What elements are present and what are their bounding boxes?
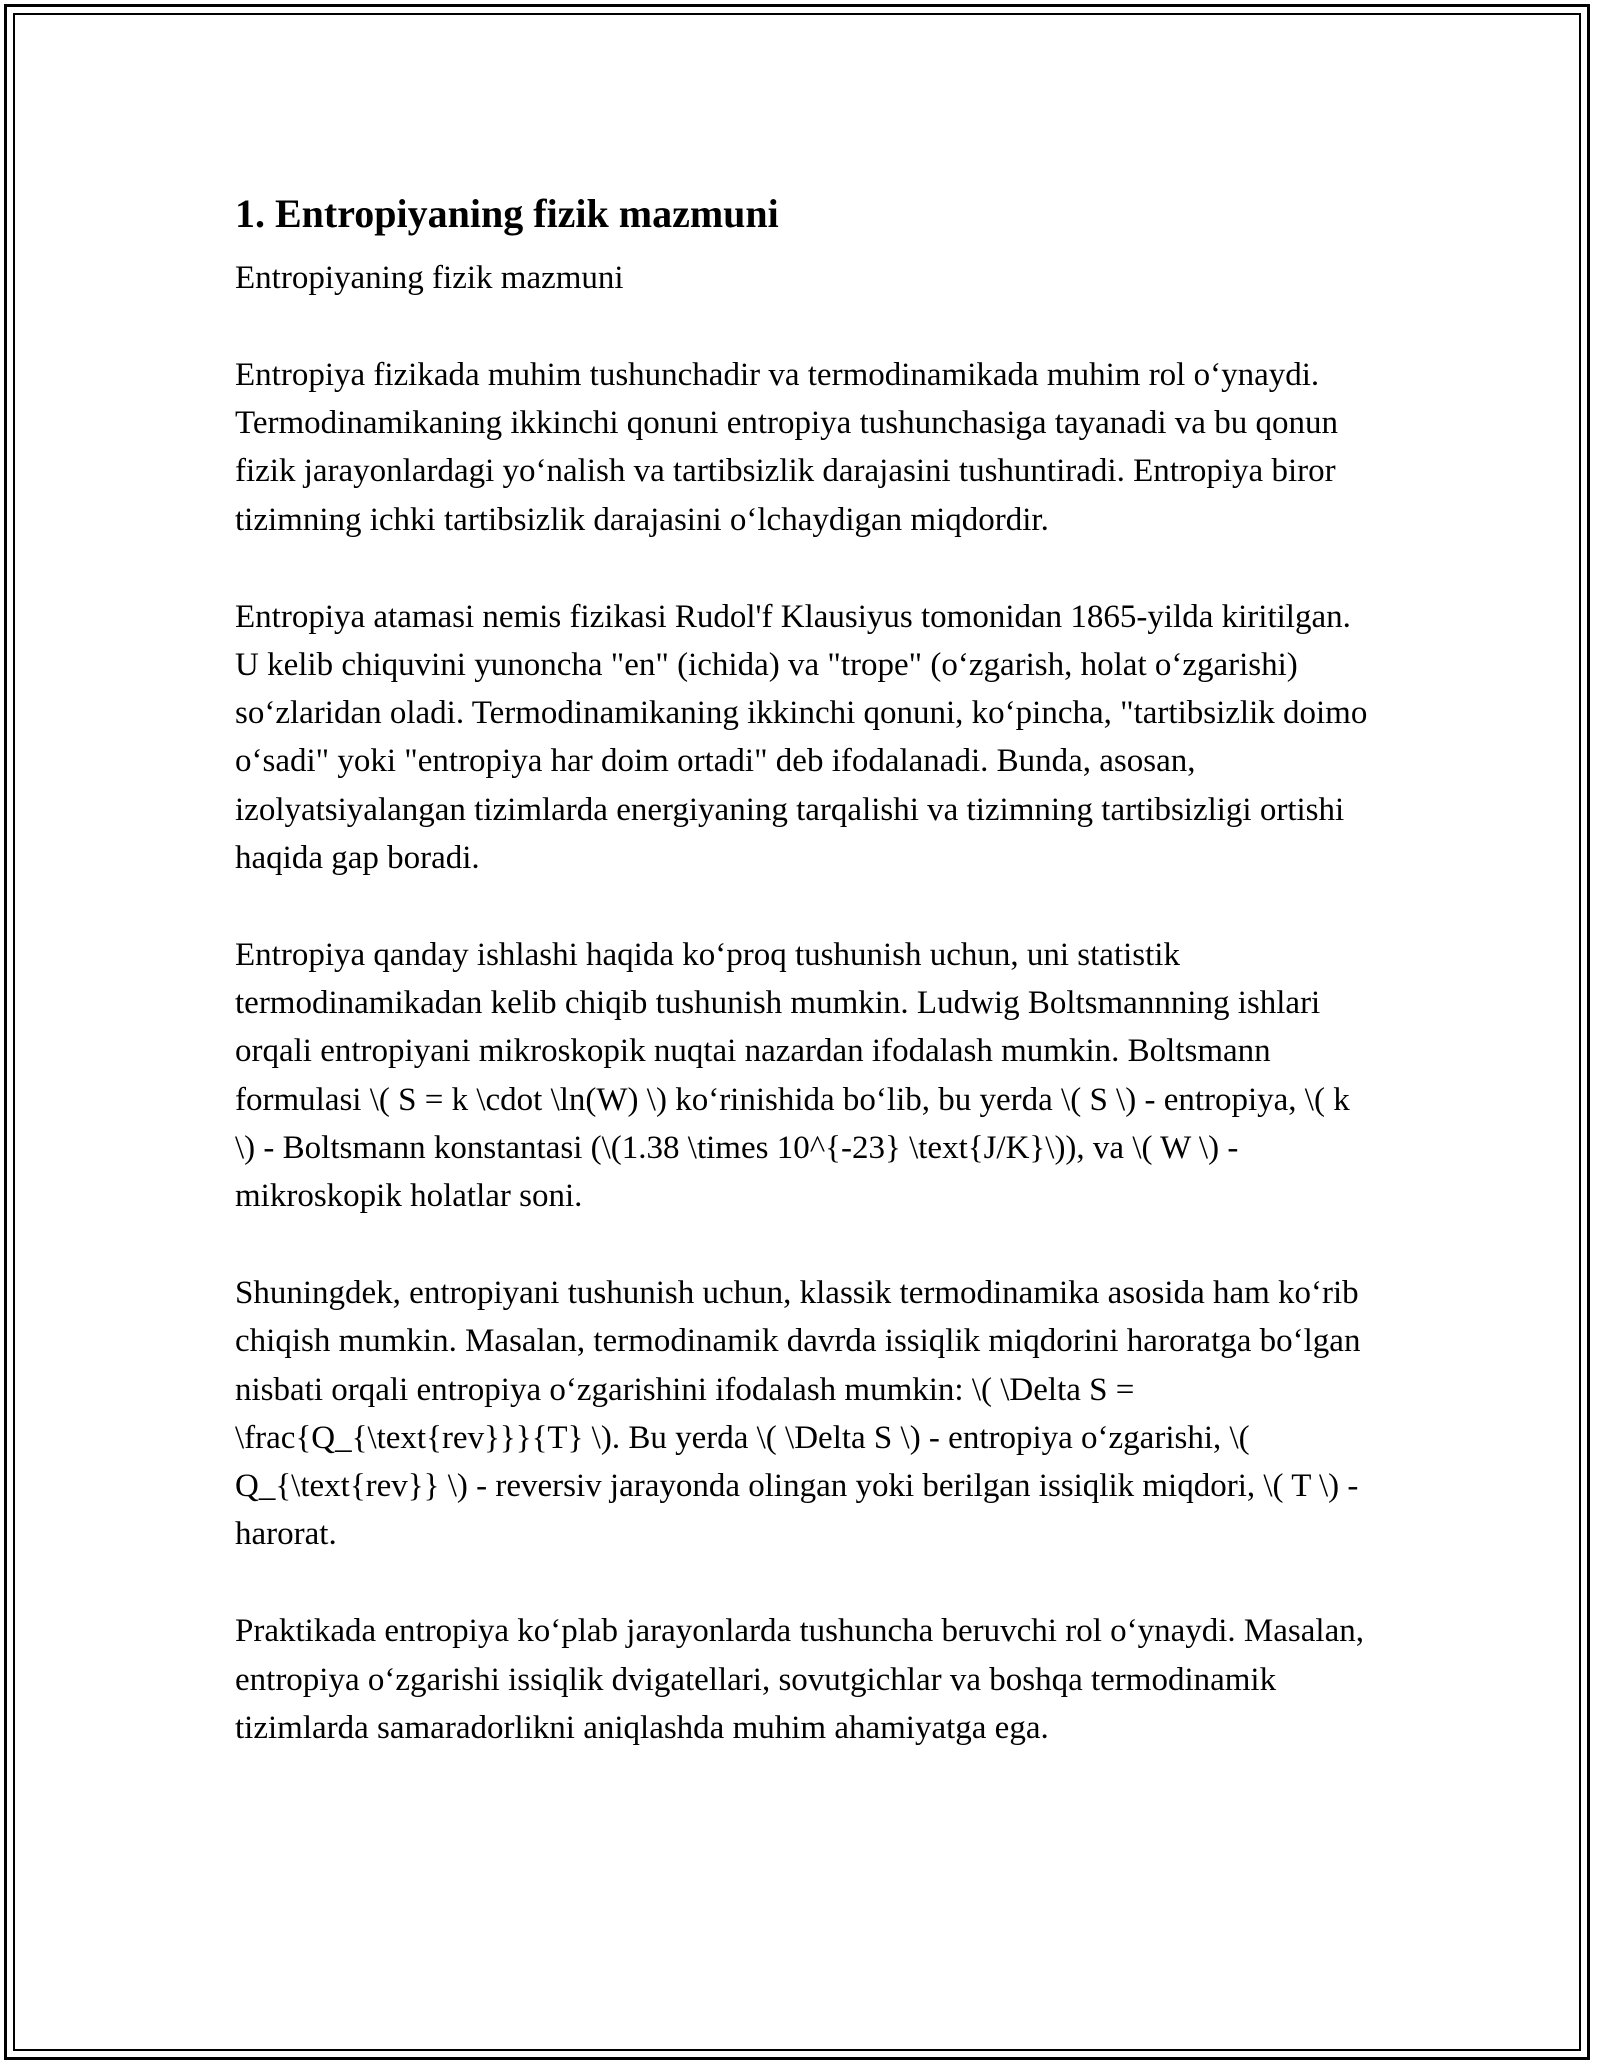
paragraph-3: Entropiya qanday ishlashi haqida ko‘proq tushunish uchun, uni statistik termodinamikadan kelib chiqib tushunish mumkin. Ludwig Boltsmannning ishlari orqali entropiyani mikroskopik nuqtai nazardan ifodalash mumkin. Boltsmann formulasi \( S = k \cdot \ln(W) \) ko‘rinishida bo‘lib, bu yerda \( S \) - entropiya, \( k \) - Boltsmann konstantasi (\(1.38 \times 10^{-23} \text{J/K}\)), va \( W \) - mikroskopik holatlar soni. [235,937,1350,1215]
paragraph-1: Entropiya fizikada muhim tushunchadir va termodinamikada muhim rol o‘ynaydi. Termodinamikaning ikkinchi qonuni entropiya tushunchasiga tayanadi va bu qonun fizik jarayonlardagi yo‘nalish va tartibsizlik darajasini tushuntiradi. Entropiya biror tizimning ichki tartibsizlik darajasini o‘lchaydigan miqdordir. [235,357,1338,538]
paragraph-2: Entropiya atamasi nemis fizikasi Rudol'f Klausiyus tomonidan 1865-yilda kiritilgan. U kelib chiquvini yunoncha "en" (ichida) va "trope" (o‘zgarish, holat o‘zgarishi) so‘zlaridan oladi. Termodinamikaning ikkinchi qonuni, ko‘pincha, "tartibsizlik doimo o‘sadi" yoki "entropiya har doim ortadi" deb ifodalanadi. Bunda, asosan, izolyatsiyalangan tizimlarda energiyaning tarqalishi va tizimning tartibsizligi ortishi haqida gap boradi. [235,598,1368,876]
document-body [235,180,1375,1752]
paragraph-5: Praktikada entropiya ko‘plab jarayonlarda tushuncha beruvchi rol o‘ynaydi. Masalan, entropiya o‘zgarishi issiqlik dvigatellari, sovutgichlar va boshqa termodinamik tizimlarda samaradorlikni aniqlashda muhim ahamiyatga ega. [235,1613,1364,1746]
paragraph-4: Shuningdek, entropiyani tushunish uchun, klassik termodinamika asosida ham ko‘rib chiqish mumkin. Masalan, termodinamik davrda issiqlik miqdorini haroratga bo‘lgan nisbati orqali entropiya o‘zgarishini ifodalash mumkin: \( \Delta S = \frac{Q_{\text{rev}}}{T} \). Bu yerda \( \Delta S \) - entropiya o‘zgarishi, \( Q_{\text{rev}} \) - reversiv jarayonda olingan yoki berilgan issiqlik miqdori, \( T \) - harorat. [235,1275,1361,1553]
section-subheading: Entropiyaning fizik mazmuni [235,260,624,296]
section-heading: 1. Entropiyaning fizik mazmuni [235,191,779,236]
